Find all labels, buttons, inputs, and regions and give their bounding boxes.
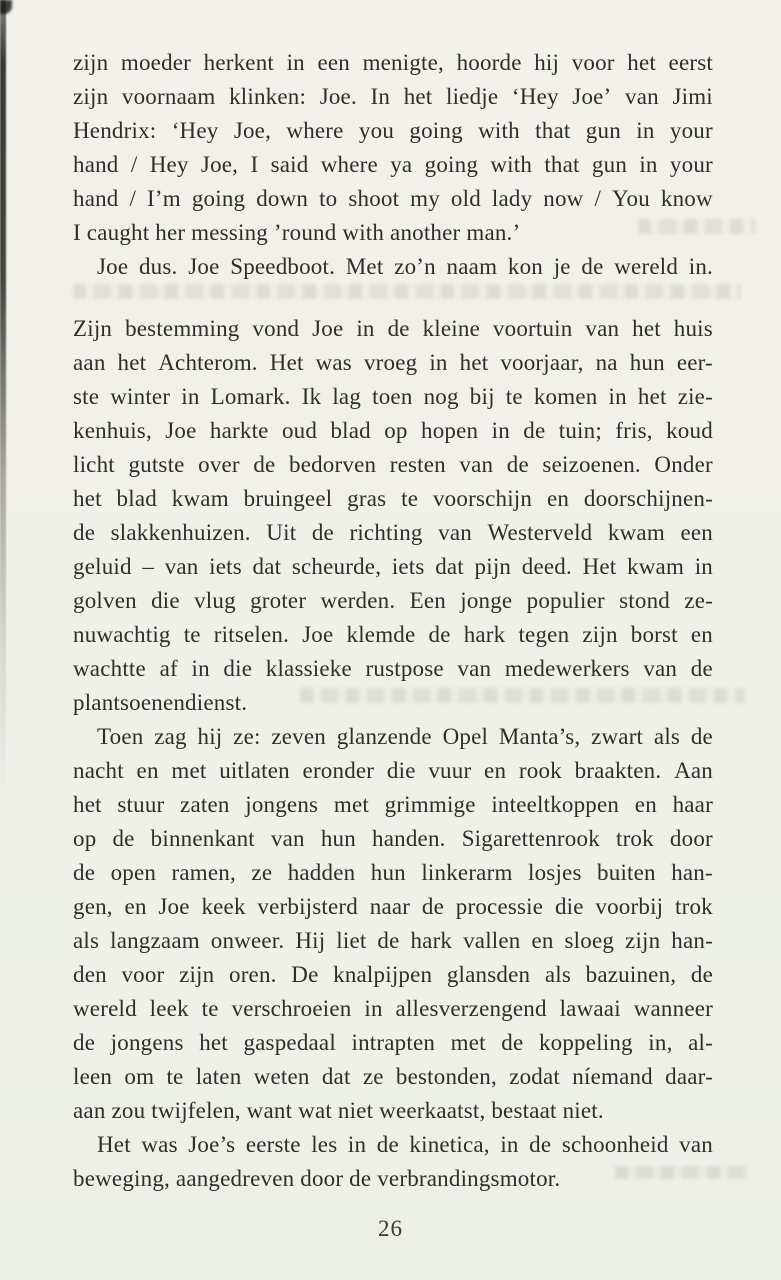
text-line: hand / I’m going down to shoot my old lady now / You know xyxy=(73,186,713,211)
text-line: licht gutste over de bedorven resten van de seizoenen. Onder xyxy=(73,452,713,477)
gutter-shadow-artifact xyxy=(0,0,6,800)
text-line: nacht en met uitlaten eronder die vuur en rook braakten. Aan xyxy=(73,758,713,783)
text-line: de open ramen, ze hadden hun linkerarm losjes buiten han- xyxy=(73,860,713,885)
text-line: plantsoenendienst. xyxy=(73,690,248,715)
gutter-corner-artifact xyxy=(0,0,12,14)
text-line: aan zou twijfelen, want wat niet weerkaatst, bestaat niet. xyxy=(73,1098,604,1123)
text-line: de jongens het gaspedaal intrapten met de koppeling in, al- xyxy=(73,1030,713,1055)
text-line: den voor zijn oren. De knalpijpen glansden als bazuinen, de xyxy=(73,962,713,987)
text-line: hand / Hey Joe, I said where ya going with that gun in your xyxy=(73,152,713,177)
text-line: Het was Joe’s eerste les in de kinetica, in de schoonheid van xyxy=(97,1132,713,1157)
text-line: Joe dus. Joe Speedboot. Met zo’n naam kon je de wereld in. xyxy=(97,254,713,279)
text-line: het stuur zaten jongens met grimmige inteeltkoppen en haar xyxy=(73,792,713,817)
text-line: op de binnenkant van hun handen. Sigarettenrook trok door xyxy=(73,826,713,851)
text-line: zijn voornaam klinken: Joe. In het liedje ‘Hey Joe’ van Jimi xyxy=(73,84,713,109)
text-line: leen om te laten weten dat ze bestonden, zodat níemand daar- xyxy=(73,1064,713,1089)
text-line: I caught her messing ’round with another man.’ xyxy=(73,220,521,245)
text-line: beweging, aangedreven door de verbrandingsmotor. xyxy=(73,1166,561,1191)
text-line: geluid – van iets dat scheurde, iets dat pijn deed. Het kwam in xyxy=(73,554,713,579)
text-line: het blad kwam bruingeel gras te voorschijn en doorschijnen- xyxy=(73,486,713,511)
text-line: de slakkenhuizen. Uit de richting van Westerveld kwam een xyxy=(73,520,713,545)
text-line: Toen zag hij ze: zeven glanzende Opel Manta’s, zwart als de xyxy=(97,724,713,749)
text-line: wereld leek te verschroeien in allesverzengend lawaai wanneer xyxy=(73,996,713,1021)
text-line: Hendrix: ‘Hey Joe, where you going with that gun in your xyxy=(73,118,713,143)
text-line: Zijn bestemming vond Joe in de kleine voortuin van het huis xyxy=(73,316,713,341)
page-number: 26 xyxy=(378,1216,403,1241)
text-line: aan het Achterom. Het was vroeg in het voorjaar, na hun eer- xyxy=(73,350,713,375)
text-line: golven die vlug groter werden. Een jonge populier stond ze- xyxy=(73,588,713,613)
text-line: zijn moeder herkent in een menigte, hoorde hij voor het eerst xyxy=(73,50,713,75)
text-line: nuwachtig te ritselen. Joe klemde de hark tegen zijn borst en xyxy=(73,622,713,647)
text-line: kenhuis, Joe harkte oud blad op hopen in de tuin; fris, koud xyxy=(73,418,713,443)
body-text xyxy=(73,46,713,1196)
text-line: als langzaam onweer. Hij liet de hark vallen en sloeg zijn han- xyxy=(73,928,713,953)
text-line: gen, en Joe keek verbijsterd naar de processie die voorbij trok xyxy=(73,894,713,919)
text-line: wachtte af in die klassieke rustpose van medewerkers van de xyxy=(73,656,713,681)
text-line: ste winter in Lomark. Ik lag toen nog bij te komen in het zie- xyxy=(73,384,713,409)
